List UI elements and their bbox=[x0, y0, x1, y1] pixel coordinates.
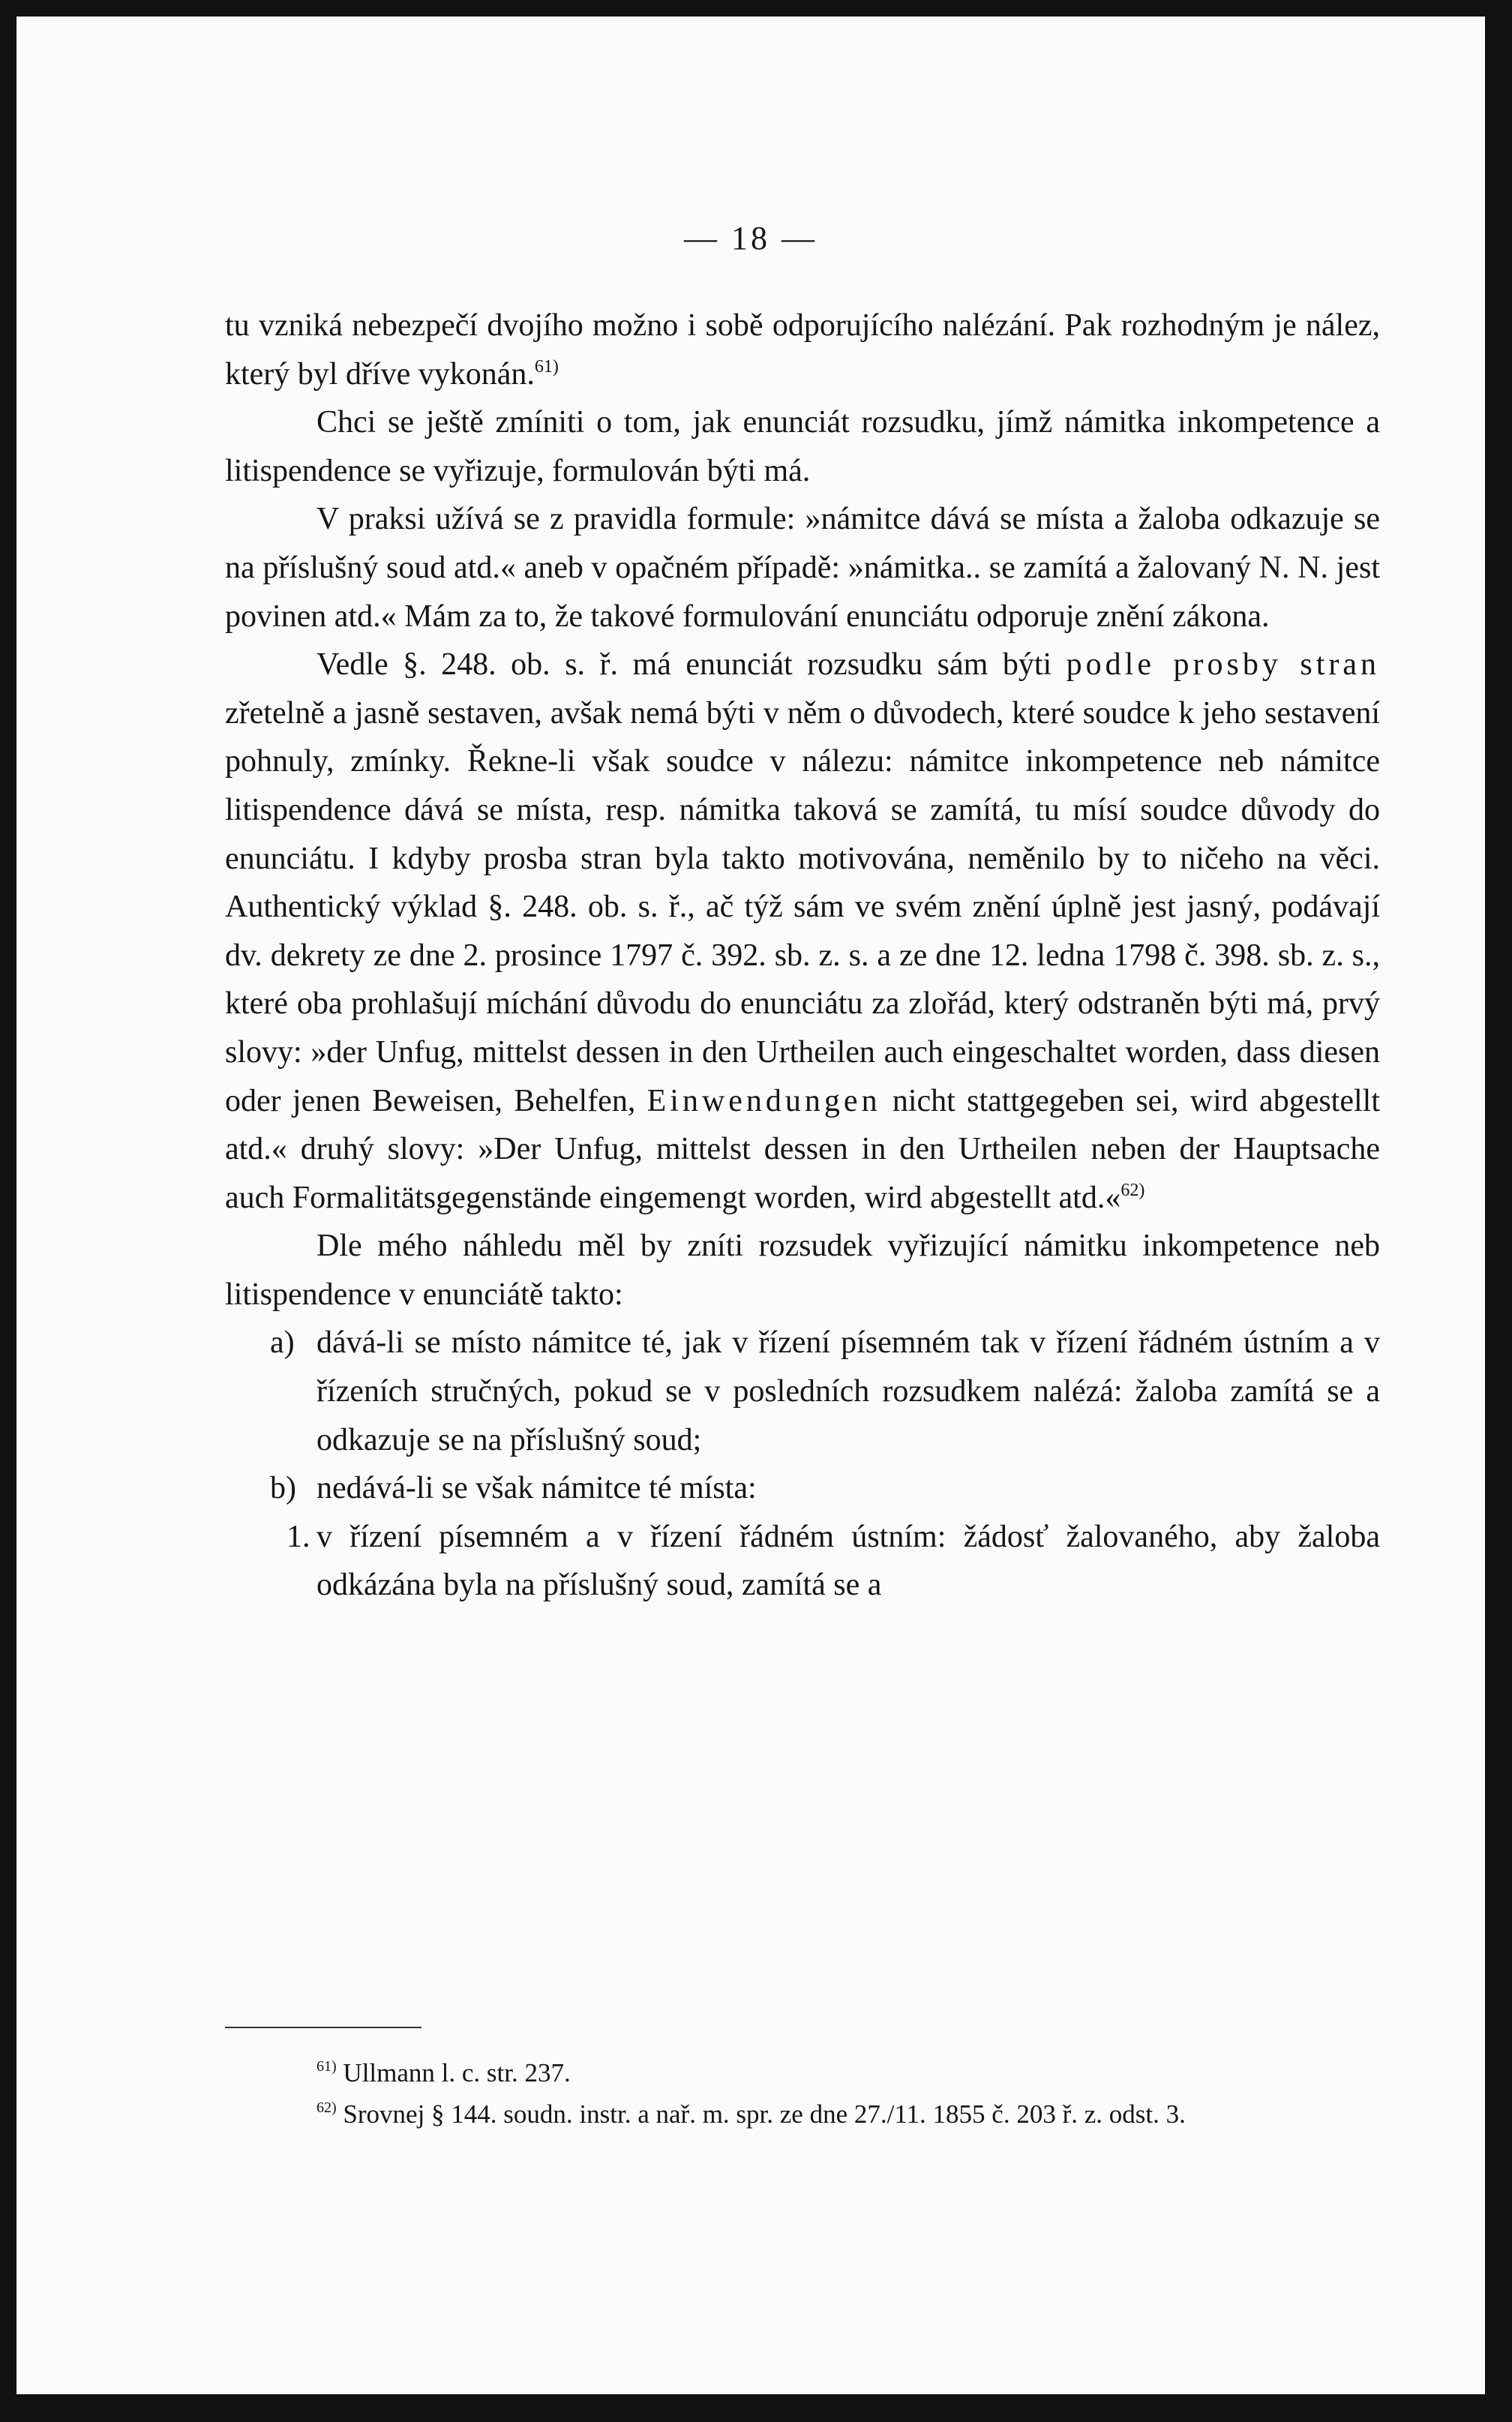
list-marker: a) bbox=[270, 1325, 295, 1361]
footnote-ref: 62) bbox=[1120, 1180, 1145, 1200]
paragraph bbox=[225, 302, 1380, 398]
paragraph bbox=[225, 641, 1380, 1222]
page-number: — 18 — bbox=[684, 220, 818, 257]
list-item bbox=[225, 1513, 1380, 1610]
footnote-text: Srovnej § 144. soudn. instr. a nař. m. spr. ze dne 27./11. 1855 č. 203 ř. z. odst. 3. bbox=[343, 2099, 1186, 2129]
list-item-text: nedává-li se však námitce té místa: bbox=[316, 1471, 757, 1506]
footnote-ref: 61) bbox=[534, 356, 559, 377]
list-item-text: dává-li se místo námitce té, jak v řízení písemném tak v řízení řádném ústním a v řízeních stručných, pokud se v posledních rozsudkem nalézá: žaloba zamítá se a odkazuje se na příslušný soud; bbox=[316, 1325, 1380, 1457]
footnote-mark: 61) bbox=[316, 2058, 337, 2075]
book-page bbox=[16, 17, 1485, 2394]
footnote bbox=[225, 2052, 1380, 2093]
list-marker: 1. bbox=[286, 1519, 310, 1554]
footnote-divider bbox=[225, 2027, 422, 2028]
paragraph: V praksi užívá se z pravidla formule: »námitce dává se místa a žaloba odkazuje se na příslušný soud atd.« aneb v opačném případě: »námitka.. se zamítá a žalovaný N. N. jest povinen atd.« Mám za to, že takové formulování enunciátu odporuje znění zákona. bbox=[225, 502, 1380, 634]
list-marker: b) bbox=[270, 1471, 296, 1506]
footnotes bbox=[225, 2052, 1380, 2135]
text-run: zřetelně a jasně sestaven, avšak nemá býti v něm o důvodech, které soudce k jeho sestavení pohnuly, zmínky. Řekne-li však soudce v nálezu: námitce inkompetence neb námitce litispendence dává se místa, resp. námitka taková se zamítá, tu mísí soudce důvody do enunciátu. I kdyby prosba stran byla takto motivována, neměnilo by to ničeho na věci. Authentický výklad §. 248. ob. s. ř., ač týž sám ve svém znění úplně jest jasný, podávají dv. dekrety ze dne 2. prosince 1797 č. 392. sb. z. s. a ze dne 12. ledna 1798 č. 398. sb. z. s., které oba prohlašují míchání důvodu do enunciátu za zlořád, který odstraněn býti má, prvý slovy: »der Unfug, mittelst dessen in den Urtheilen auch eingeschaltet worden, dass diesen oder jenen Beweisen, Behelfen, bbox=[225, 695, 1380, 1118]
paragraph: Dle mého náhledu měl by zníti rozsudek vyřizující námitku inkompetence neb litispendence v enunciátě takto: bbox=[225, 1229, 1380, 1312]
body-text bbox=[225, 302, 1380, 1610]
list-item bbox=[225, 1464, 1380, 1513]
paragraph-text: tu vzniká nebezpečí dvojího možno i sobě odporujícího nalézání. Pak rozhodným je nález, který byl dříve vykonán. bbox=[225, 308, 1380, 392]
text-run: nicht stattgegeben sei, wird abgestellt atd.« druhý slovy: »Der Unfug, mittelst dessen in den Urtheilen neben der Hauptsache auch Formalitätsgegenstände eingemengt worden, wird abgestellt atd.« bbox=[225, 1083, 1381, 1215]
paragraph: Chci se ještě zmíniti o tom, jak enunciát rozsudku, jímž námitka inkompetence a litispendence se vyřizuje, formulován býti má. bbox=[225, 405, 1380, 488]
footnote-text: Ullmann l. c. str. 237. bbox=[343, 2058, 571, 2087]
footnote bbox=[225, 2093, 1380, 2135]
spaced-emphasis: podle prosby stran bbox=[1066, 647, 1380, 683]
text-run: Vedle §. 248. ob. s. ř. má enunciát rozsudku sám býti bbox=[316, 647, 1066, 683]
spaced-emphasis: Einwendungen bbox=[646, 1083, 881, 1118]
list-item-text: v řízení písemném a v řízení řádném ústním: žádosť žalovaného, aby žaloba odkázána byla na příslušný soud, zamítá se a bbox=[316, 1519, 1380, 1603]
list-item bbox=[225, 1319, 1380, 1464]
footnote-mark: 62) bbox=[316, 2099, 337, 2116]
